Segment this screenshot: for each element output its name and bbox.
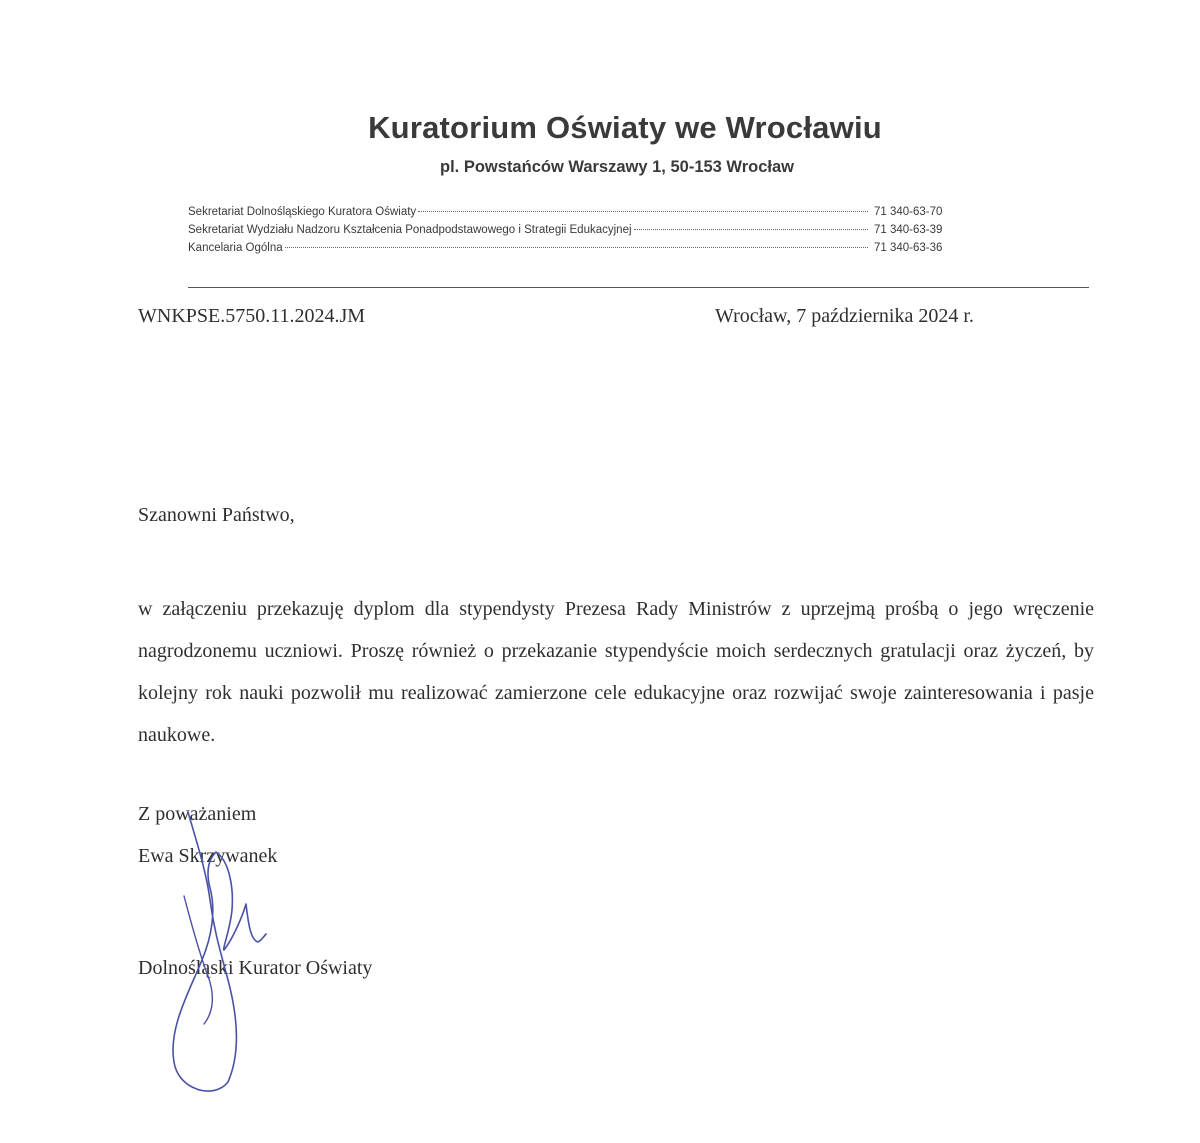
organization-address: pl. Powstańców Warszawy 1, 50-153 Wrocław (440, 158, 794, 176)
contact-row (188, 224, 960, 242)
closing-phrase: Z poważaniem (138, 803, 257, 825)
header-divider (188, 287, 1089, 288)
dot-leader (285, 247, 868, 248)
contact-phone: 71 340-63-70 (874, 206, 943, 218)
signer-title: Dolnośląski Kurator Oświaty (138, 957, 373, 979)
signature-stroke (173, 812, 266, 1091)
organization-name: Kuratorium Oświaty we Wrocławiu (368, 110, 882, 145)
salutation: Szanowni Państwo, (138, 504, 295, 526)
dot-leader (418, 211, 868, 212)
contact-label: Sekretariat Wydziału Nadzoru Kształcenia Ponadpodstawowego i Strategii Edukacyjnej (188, 224, 632, 236)
contact-list (188, 206, 960, 260)
contact-row (188, 206, 960, 224)
reference-number: WNKPSE.5750.11.2024.JM (138, 305, 366, 327)
handwritten-signature (150, 800, 290, 1100)
contact-phone: 71 340-63-39 (874, 224, 943, 236)
contact-row (188, 242, 960, 260)
contact-label: Kancelaria Ogólna (188, 242, 283, 254)
dot-leader (634, 229, 868, 230)
signature-stroke (184, 896, 212, 1024)
letter-body: w załączeniu przekazuję dyplom dla stypendysty Prezesa Rady Ministrów z uprzejmą prośbą o jego wręczenie nagrodzonemu uczniowi. Proszę również o przekazanie stypendyście moich serdecznych gratulacji oraz życzeń, by kolejny rok nauki pozwolił mu realizować zamierzone cele edukacyjne oraz rozwijać swoje zainteresowania i pasje naukowe. (138, 598, 1094, 746)
contact-label: Sekretariat Dolnośląskiego Kuratora Oświaty (188, 206, 417, 218)
place-and-date: Wrocław, 7 października 2024 r. (715, 305, 974, 327)
contact-phone: 71 340-63-36 (874, 242, 943, 254)
signer-name: Ewa Skrzywanek (138, 845, 278, 867)
